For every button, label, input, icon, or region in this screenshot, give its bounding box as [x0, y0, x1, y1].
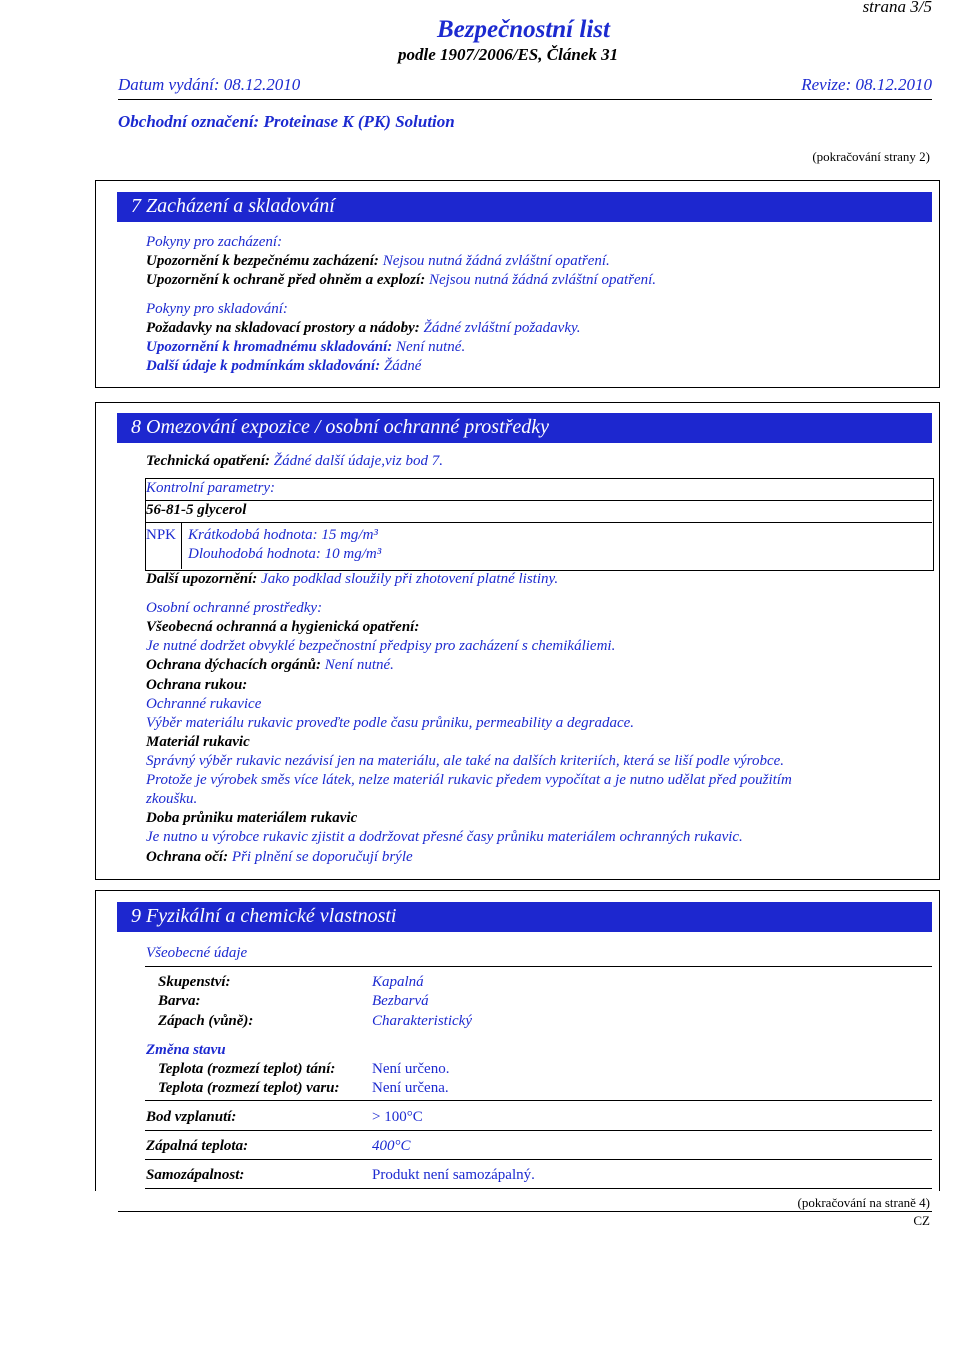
revision-date: Revize: 08.12.2010 — [801, 75, 932, 94]
eye-protection-value: Při plnění se doporučují brýle — [231, 849, 413, 865]
ppe-heading: Osobní ochranné prostředky: — [146, 600, 323, 616]
bulk-storage-value: Není nutné. — [396, 339, 466, 355]
handling-heading: Pokyny pro zacházení: — [146, 234, 283, 250]
glove-material-line-3: zkoušku. — [146, 791, 198, 807]
continued-from: (pokračování strany 2) — [812, 149, 930, 164]
safe-handling-label: Upozornění k bezpečnému zacházení: — [146, 253, 379, 269]
long-term-value: Dlouhodobá hodnota: 10 mg/m³ — [188, 546, 382, 562]
ignition-temp-value: 400°C — [372, 1138, 411, 1154]
npk-label: NPK — [146, 527, 177, 543]
fire-protection-value: Nejsou nutná žádná zvláštní opatření. — [428, 272, 657, 288]
short-term-value: Krátkodobá hodnota: 15 mg/m³ — [188, 527, 378, 543]
param-divider — [145, 522, 932, 523]
state-change-rule — [145, 1100, 932, 1101]
technical-measures-row — [146, 453, 443, 470]
bulk-storage-row — [146, 339, 465, 356]
hand-protection-line-1: Ochranné rukavice — [146, 696, 262, 712]
param-column-divider — [181, 522, 182, 569]
prop-label-odour: Zápach (vůně): — [158, 1013, 254, 1029]
ignition-temp-label: Zápalná teplota: — [146, 1138, 249, 1154]
storage-requirements-value: Žádné zvláštní požadavky. — [423, 320, 581, 336]
state-change-heading: Změna stavu — [146, 1042, 226, 1058]
respiratory-row — [146, 657, 394, 674]
prop-value-form: Kapalná — [372, 974, 424, 990]
safe-handling-row — [146, 253, 610, 270]
document-title: Bezpečnostní list — [437, 16, 610, 43]
self-ignition-value: Produkt není samozápalný. — [372, 1167, 535, 1183]
melting-point-value: Není určeno. — [372, 1061, 450, 1077]
fire-protection-label: Upozornění k ochraně před ohněm a explozí: — [146, 272, 426, 288]
document-subtitle: podle 1907/2006/ES, Článek 31 — [398, 45, 619, 64]
flash-point-rule — [145, 1130, 932, 1131]
storage-heading: Pokyny pro skladování: — [146, 301, 288, 317]
section-8-title: 8 Omezování expozice / osobní ochranné prostředky — [131, 416, 550, 438]
storage-other-row — [146, 358, 421, 375]
hand-protection-line-2: Výběr materiálu rukavic proveďte podle času průniku, permeability a degradace. — [146, 715, 635, 731]
bulk-storage-label: Upozornění k hromadnému skladování: — [146, 339, 393, 355]
flash-point-value: > 100°C — [372, 1109, 423, 1125]
storage-requirements-row — [146, 320, 581, 337]
param-divider — [145, 500, 932, 501]
ignition-temp-rule — [145, 1159, 932, 1160]
page-number: strana 3/5 — [862, 0, 932, 16]
hygiene-text: Je nutné dodržet obvyklé bezpečnostní předpisy pro zacházení s chemikáliemi. — [146, 638, 616, 654]
technical-measures-label: Technická opatření: — [146, 453, 271, 469]
trade-name: Obchodní označení: Proteinase K (PK) Solution — [118, 112, 455, 131]
glove-material-heading: Materiál rukavic — [146, 734, 250, 750]
eye-protection-label: Ochrana očí: — [146, 849, 229, 865]
prop-value-odour: Charakteristický — [372, 1013, 472, 1029]
general-info-heading: Všeobecné údaje — [146, 945, 248, 961]
hygiene-heading: Všeobecná ochranná a hygienická opatření: — [146, 619, 420, 635]
further-note-value: Jako podklad sloužily při zhotovení platné listiny. — [261, 571, 559, 587]
self-ignition-rule — [145, 1188, 932, 1189]
further-note-row — [146, 571, 558, 588]
penetration-heading: Doba průniku materiálem rukavic — [146, 810, 358, 826]
prop-label-colour: Barva: — [158, 993, 201, 1009]
flash-point-label: Bod vzplanutí: — [146, 1109, 237, 1125]
safe-handling-value: Nejsou nutná žádná zvláštní opatření. — [382, 253, 610, 269]
section-9-title: 9 Fyzikální a chemické vlastnosti — [131, 905, 397, 927]
fire-protection-row — [146, 272, 656, 289]
continued-on: (pokračování na straně 4) — [797, 1195, 930, 1210]
boiling-point-label: Teplota (rozmezí teplot) varu: — [158, 1080, 340, 1096]
footer-divider — [118, 1211, 932, 1212]
substance-name: 56-81-5 glycerol — [146, 502, 247, 518]
glove-material-line-2: Protože je výrobek směs více látek, nelze materiál rukavic předem vypočítat a je nutno udělat před použitím — [146, 772, 792, 788]
storage-other-label: Další údaje k podmínkám skladování: — [146, 358, 381, 374]
eye-protection-row — [146, 849, 413, 866]
issue-date: Datum vydání: 08.12.2010 — [118, 75, 301, 94]
language-code: CZ — [913, 1213, 930, 1228]
header-divider — [118, 99, 932, 100]
control-parameters-heading: Kontrolní parametry: — [146, 480, 276, 496]
technical-measures-value: Žádné další údaje,viz bod 7. — [273, 453, 443, 469]
boiling-point-value: Není určena. — [372, 1080, 449, 1096]
prop-value-colour: Bezbarvá — [372, 993, 429, 1009]
storage-other-value: Žádné — [383, 358, 422, 374]
further-note-label: Další upozornění: — [146, 571, 258, 587]
respiratory-label: Ochrana dýchacích orgánů: — [146, 657, 322, 673]
prop-label-form: Skupenství: — [158, 974, 231, 990]
glove-material-line-1: Správný výběr rukavic nezávisí jen na materiálu, ale také na dalších kriteriích, která se liší podle výrobce. — [146, 753, 785, 769]
penetration-text: Je nutno u výrobce rukavic zjistit a dodržovat přesné časy průniku materiálem ochranných rukavic. — [146, 829, 743, 845]
general-info-rule — [145, 966, 932, 967]
storage-requirements-label: Požadavky na skladovací prostory a nádoby: — [146, 320, 420, 336]
respiratory-value: Není nutné. — [324, 657, 394, 673]
self-ignition-label: Samozápalnost: — [146, 1167, 245, 1183]
section-7-title: 7 Zacházení a skladování — [131, 195, 335, 217]
melting-point-label: Teplota (rozmezí teplot) tání: — [158, 1061, 336, 1077]
hand-protection-heading: Ochrana rukou: — [146, 677, 248, 693]
